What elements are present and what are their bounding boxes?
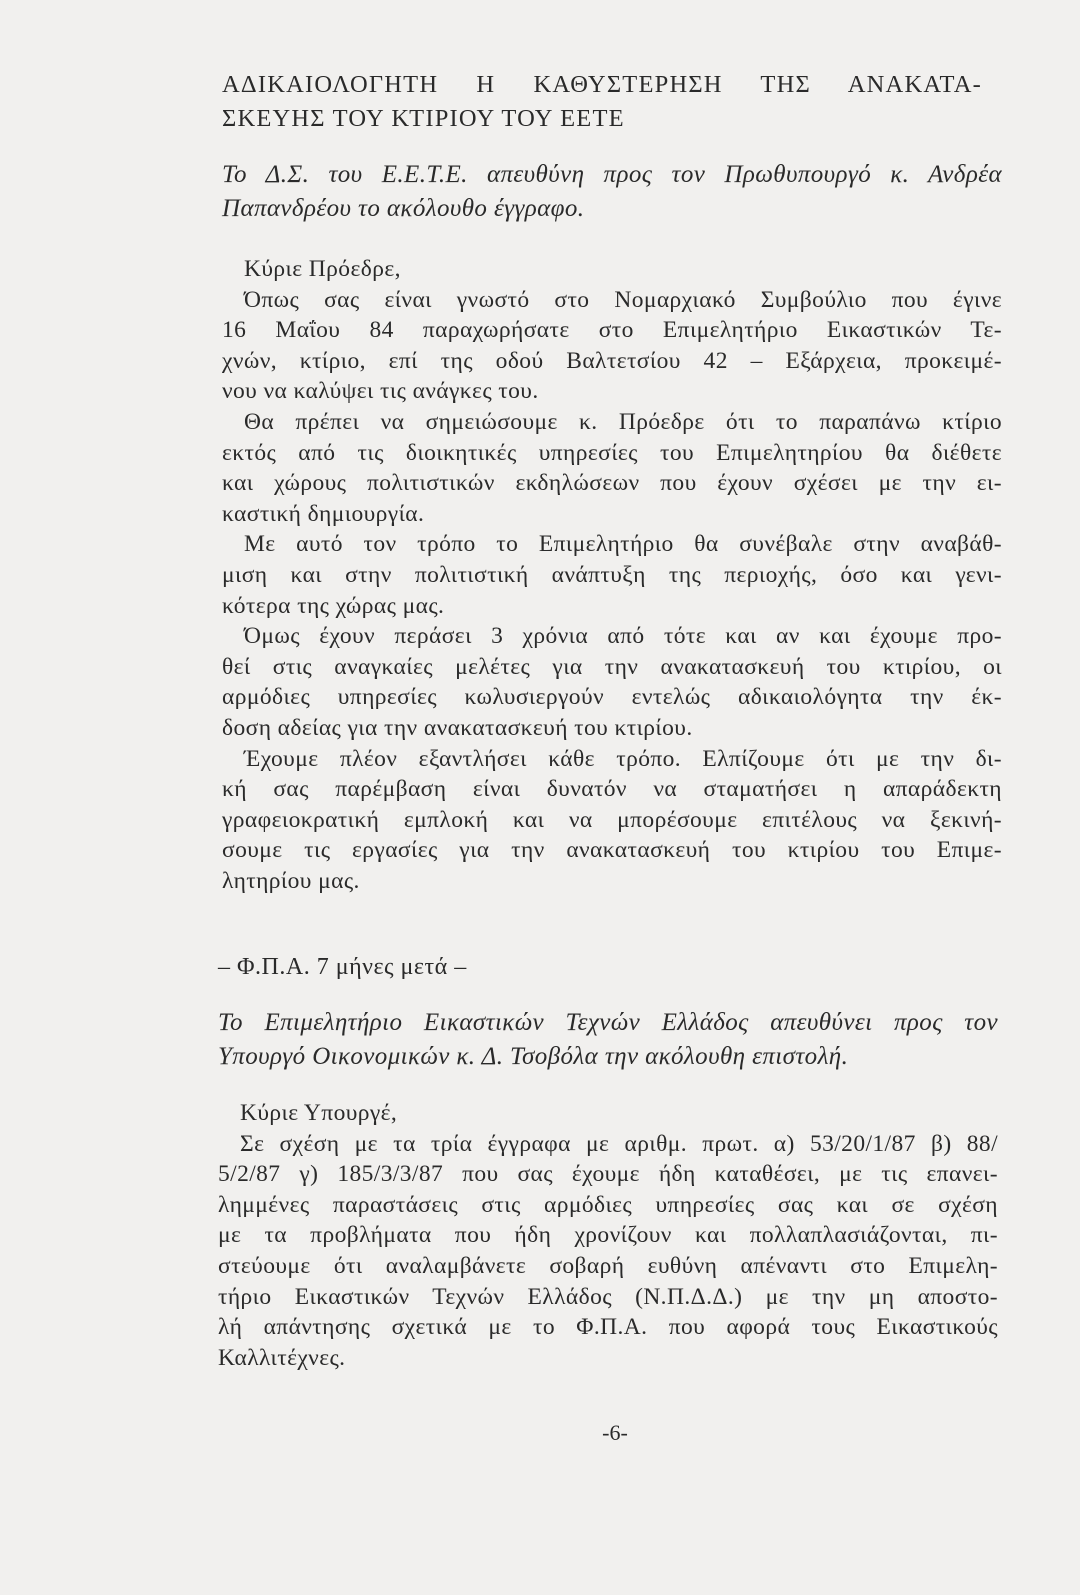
letter-line: γραφειοκρατική εμπλοκή και να μπορέσουμε επιτέλους να ξεκινή-: [222, 806, 1002, 833]
letter-line: Καλλιτέχνες.: [218, 1344, 346, 1371]
letter-line: καστική δημιουργία.: [222, 500, 425, 527]
fpa-subheading: – Φ.Π.Α. 7 μήνες μετά –: [218, 954, 467, 980]
letter-line: Σε σχέση με τα τρία έγγραφα με αριθμ. πρωτ. α) 53/20/1/87 β) 88/: [240, 1130, 998, 1157]
letter-line: μιση και στην πολιτιστική ανάπτυξη της περιοχής, όσο και γενι-: [222, 561, 1002, 588]
letter-line: Όπως σας είναι γνωστό στο Νομαρχιακό Συμβούλιο που έγινε: [244, 286, 1002, 313]
letter-line: νου να καλύψει τις ανάγκες του.: [222, 378, 539, 405]
letter-to-prime-minister: [222, 254, 1002, 896]
letter-line: κή σας παρέμβαση είναι δυνατόν να σταματήσει η απαράδεκτη: [222, 776, 1002, 803]
salutation: Κύριε Πρόεδρε,: [244, 256, 401, 282]
letter-line: 5/2/87 γ) 185/3/3/87 που σας έχουμε ήδη καταθέσει, με τις επανει-: [218, 1161, 998, 1188]
heading-line: ΣΚΕΥΗΣ ΤΟΥ ΚΤΙΡΙΟΥ ΤΟΥ ΕΕΤΕ: [222, 105, 625, 132]
letter-line: με τα προβλήματα που ήδη χρονίζουν και πολλαπλασιάζονται, πι-: [218, 1222, 998, 1249]
letter-line: λημμένες παραστάσεις στις αρμόδιες υπηρεσίες σας και σε σχέση: [218, 1191, 998, 1218]
letter-line: εκτός από τις διοικητικές υπηρεσίες του Επιμελητηρίου θα διέθετε: [222, 439, 1002, 466]
letter-line: λητηρίου μας.: [222, 867, 360, 894]
letter-line: δοση αδείας για την ανακατασκευή του κτιρίου.: [222, 714, 693, 741]
intro-line: Το Δ.Σ. του Ε.Ε.Τ.Ε. απευθύνη προς τον Πρωθυπουργό κ. Ανδρέα: [222, 161, 1002, 188]
letter-line: αρμόδιες υπηρεσίες κωλυσιεργούν εντελώς αδικαιολόγητα την έκ-: [222, 684, 1002, 711]
letter-line: κότερα της χώρας μας.: [222, 592, 445, 619]
letter-line: χνών, κτίριο, επί της οδού Βαλτετσίου 42 – Εξάρχεια, προκειμέ-: [222, 347, 1002, 374]
letter-line: Όμως έχουν περάσει 3 χρόνια από τότε και αν και έχουμε προ-: [244, 623, 1002, 650]
letter-to-minister: [218, 1098, 998, 1373]
letter-line: Θα πρέπει να σημειώσουμε κ. Πρόεδρε ότι το παραπάνω κτίριο: [244, 408, 1002, 435]
article-heading: [222, 68, 1002, 136]
letter-line: θεί στις αναγκαίες μελέτες για την ανακατασκευή του κτιρίου, οι: [222, 653, 1002, 680]
letter-line: 16 Μαΐου 84 παραχωρήσατε στο Επιμελητήριο Εικαστικών Τε-: [222, 317, 1002, 344]
intro-line: Παπανδρέου το ακόλουθο έγγραφο.: [222, 195, 585, 222]
letter-line: Έχουμε πλέον εξαντλήσει κάθε τρόπο. Ελπίζουμε ότι με την δι-: [244, 745, 1002, 772]
letter-line: τήριο Εικαστικών Τεχνών Ελλάδος (Ν.Π.Δ.Δ.) με την μη αποστο-: [218, 1283, 998, 1310]
heading-line: ΑΔΙΚΑΙΟΛΟΓΗΤΗ Η ΚΑΘΥΣΤΕΡΗΣΗ ΤΗΣ ΑΝΑΚΑΤΑ-: [222, 71, 982, 98]
letter-line: λή απάντησης σχετικά με το Φ.Π.Α. που αφορά τους Εικαστικούς: [218, 1314, 998, 1341]
letter-line: Με αυτό τον τρόπο το Επιμελητήριο θα συνέβαλε στην αναβάθ-: [244, 531, 1002, 558]
salutation: Κύριε Υπουργέ,: [240, 1100, 398, 1126]
letter-line: και χώρους πολιτιστικών εκδηλώσεων που έχουν σχέσει με την ει-: [222, 470, 1002, 497]
intro-line: Το Επιμελητήριο Εικαστικών Τεχνών Ελλάδος απευθύνει προς τον: [218, 1009, 998, 1036]
letter-line: στεύουμε ότι αναλαμβάνετε σοβαρή ευθύνη απέναντι στο Επιμελη-: [218, 1252, 998, 1279]
letter-line: σουμε τις εργασίες για την ανακατασκευή του κτιρίου του Επιμε-: [222, 837, 1002, 864]
intro-line: Υπουργό Οικονομικών κ. Δ. Τσοβόλα την ακόλουθη επιστολή.: [218, 1043, 849, 1070]
intro-paragraph: [222, 158, 1002, 226]
intro-paragraph-2: [218, 1006, 998, 1074]
page-number: -6-: [602, 1420, 628, 1445]
